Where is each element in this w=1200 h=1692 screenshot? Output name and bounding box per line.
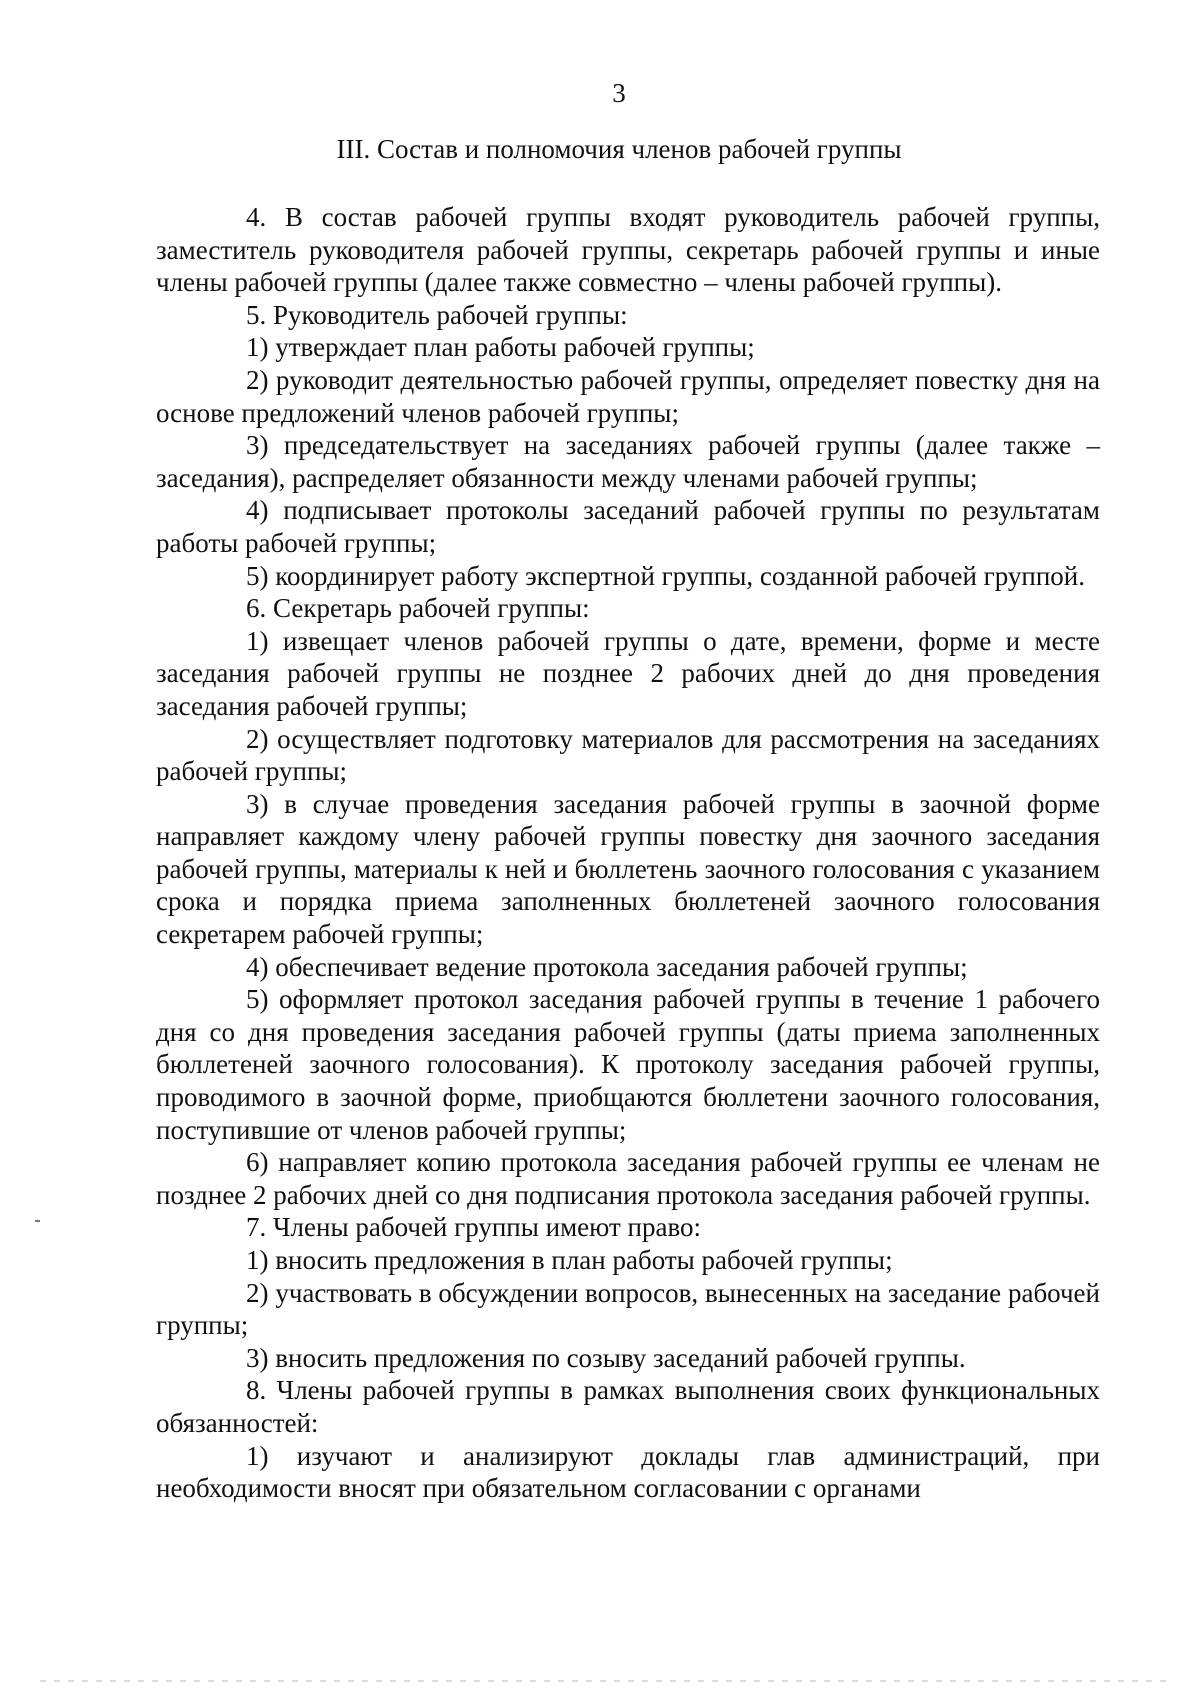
paragraph: 3) председательствует на заседаниях рабочей группы (далее также – заседания), распределяет обязанности между членами рабочей группы; (156, 430, 1100, 493)
paragraph: 1) изучают и анализируют доклады глав администраций, при необходимости вносят при обязательном согласовании с органами (156, 1440, 1100, 1504)
paragraph: 2) осуществляет подготовку материалов для рассмотрения на заседаниях рабочей группы; (156, 723, 1100, 787)
paragraph: 4) подписывает протоколы заседаний рабочей группы по результатам работы рабочей группы; (156, 495, 1100, 558)
paragraph: 5) координирует работу экспертной группы, созданной рабочей группой. (246, 560, 1085, 591)
paragraph: 8. Члены рабочей группы в рамках выполнения своих функциональных обязанностей: (156, 1375, 1100, 1438)
paragraph: 6) направляет копию протокола заседания рабочей группы ее членам не позднее 2 рабочих дней со дня подписания протокола заседания рабочей группы. (156, 1147, 1100, 1210)
paragraph: 5) оформляет протокол заседания рабочей группы в течение 1 рабочего дня со дня проведения заседания рабочей группы (даты приема заполненных бюллетеней заочного голосования). К протоколу заседания рабочей группы, проводимого в заочной форме, приобщаются бюллетени заочного голосования, поступившие от членов рабочей группы; (156, 984, 1100, 1145)
document-body (156, 201, 1100, 1505)
paragraph: 1) утверждает план работы рабочей группы; (246, 332, 755, 363)
paragraph: 5. Руководитель рабочей группы: (246, 299, 628, 330)
scan-artifact (40, 1680, 1170, 1682)
paragraph: 2) руководит деятельностью рабочей группы, определяет повестку дня на основе предложений членов рабочей группы; (156, 364, 1100, 428)
paragraph: 6. Секретарь рабочей группы: (246, 593, 590, 624)
paragraph: 3) в случае проведения заседания рабочей группы в заочной форме направляет каждому члену рабочей группы повестку дня заочного заседания рабочей группы, материалы к ней и бюллетень заочного голосования с указанием срока и порядка приема заполненных бюллетеней заочного голосования секретарем рабочей группы; (156, 788, 1100, 950)
paragraph: 4) обеспечивает ведение протокола заседания рабочей группы; (246, 951, 968, 982)
paragraph: 3) вносить предложения по созыву заседаний рабочей группы. (246, 1342, 966, 1373)
paragraph: 7. Члены рабочей группы имеют право: (246, 1212, 702, 1243)
scan-artifact (35, 1220, 40, 1222)
paragraph: 1) извещает членов рабочей группы о дате, времени, форме и месте заседания рабочей группы не позднее 2 рабочих дней до дня проведения заседания рабочей группы; (156, 625, 1100, 721)
paragraph: 1) вносить предложения в план работы рабочей группы; (246, 1245, 893, 1275)
section-title: III. Состав и полномочия членов рабочей группы (336, 134, 902, 164)
paragraph: 4. В состав рабочей группы входят руководитель рабочей группы, заместитель руководителя рабочей группы, секретарь рабочей группы и иные члены рабочей группы (далее также совместно – члены рабочей группы). (156, 202, 1100, 298)
page-number: 3 (612, 78, 626, 108)
paragraph: 2) участвовать в обсуждении вопросов, вынесенных на заседание рабочей группы; (156, 1277, 1100, 1341)
